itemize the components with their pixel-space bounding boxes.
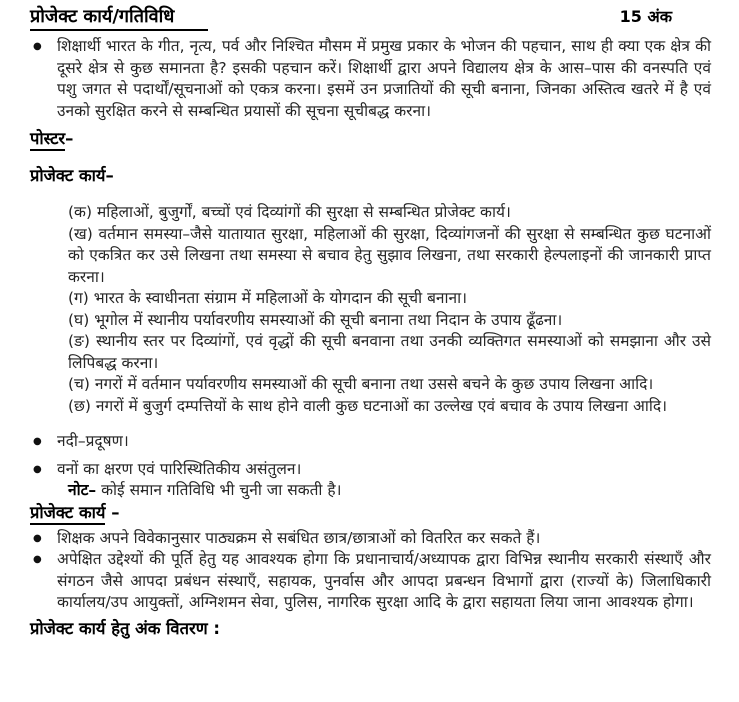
list-item <box>68 310 711 332</box>
teacher-section <box>30 528 711 614</box>
marks-badge: 15 अंक <box>619 7 672 26</box>
list-item <box>68 224 711 289</box>
item-text: नगरों में बुजुर्ग दम्पत्तियों के साथ होने वाली कुछ घटनाओं का उल्लेख एवं बचाव के उपाय लिखना आदि। <box>95 396 668 415</box>
item-label: (ङ) <box>68 332 90 350</box>
teacher-bullet-text: शिक्षक अपने विवेकानुसार पाठ्यक्रम से सबंधित छात्र/छात्राओं को वितरित कर सकते हैं। <box>57 528 541 547</box>
item-text: स्थानीय स्तर पर दिव्यांगों, एवं वृद्धों की सूची बनवाना तथा उनकी व्यक्तिगत समस्याओं को समझाना और उसे लिपिबद्ध करना। <box>68 332 711 372</box>
teacher-bullet <box>30 528 711 550</box>
lettered-list <box>68 202 711 417</box>
item-label: (ग) <box>68 289 89 307</box>
page-title: प्रोजेक्ट कार्य/गतिविधि <box>30 6 208 31</box>
intro-bullet <box>30 36 711 122</box>
list-item <box>68 331 711 374</box>
item-label: (ख) <box>68 224 93 243</box>
list-item <box>68 202 711 224</box>
item-label: (च) <box>68 375 90 393</box>
project-heading-2-dash: – <box>105 502 120 522</box>
env-bullet <box>30 459 711 481</box>
note-line <box>68 480 711 502</box>
item-text: महिलाओं, बुजुर्गों, बच्चों एवं दिव्यांगों की सुरक्षा से सम्बन्धित प्रोजेक्ट कार्य। <box>96 203 511 221</box>
list-item <box>68 374 711 396</box>
teacher-bullet-text: अपेक्षित उद्देश्यों की पूर्ति हेतु यह आवश्यक होगा कि प्रधानाचार्य/अध्यापक द्वारा विभिन्न स्थानीय सरकारी संस्थाएँ और संगठन जैसे आपदा प्रबंधन संस्थाएँ, सहायक, पुनर्वास और आपदा प्रबन्धन विभागों द्वारा (राज्यों के) जिलाधिकारी कार्यालय/उप आयुक्तों, अग्निशमन सेवा, पुलिस, नागरिक सुरक्षा आदि के द्वारा सहायता लिया जाना आवश्यक होगा। <box>57 550 711 611</box>
item-text: नगरों में वर्तमान पर्यावरणीय समस्याओं की सूची बनाना तथा उससे बचने के कुछ उपाय लिखना आदि। <box>94 375 654 393</box>
env-bullet-text: नदी–प्रदूषण। <box>57 432 129 450</box>
project-heading-2-text: प्रोजेक्ट कार्य <box>30 503 105 525</box>
env-bullet-text: वनों का क्षरण एवं पारिस्थितिकीय असंतुलन। <box>57 459 302 478</box>
project-heading-2 <box>30 502 711 524</box>
item-text: वर्तमान समस्या–जैसे यातायात सुरक्षा, महिलाओं की सुरक्षा, दिव्यांगजनों की सुरक्षा से सम्बन्धित कुछ घटनाओं को एकत्रित कर उसे लिखना तथा समस्या से बचाव हेतु सुझाव लिखना, तथा सरकारी हेल्पलाइनों की जानकारी प्राप्त करना। <box>68 224 711 286</box>
list-item <box>68 288 711 310</box>
bullet-icon: ● <box>33 436 42 447</box>
bullet-icon: ● <box>33 41 42 52</box>
item-label: (क) <box>68 203 92 221</box>
note-text: कोई समान गतिविधि भी चुनी जा सकती है। <box>96 481 342 499</box>
project-heading-1: प्रोजेक्ट कार्य– <box>30 166 114 185</box>
item-text: भूगोल में स्थानीय पर्यावरणीय समस्याओं की सूची बनाना तथा निदान के उपाय ढूँढना। <box>94 310 563 329</box>
poster-heading-dash: – <box>65 129 74 148</box>
marks-distribution-heading: प्रोजेक्ट कार्य हेतु अंक वितरण : <box>30 618 221 638</box>
bullet-icon: ● <box>33 463 42 475</box>
intro-bullet-text: शिक्षार्थी भारत के गीत, नृत्य, पर्व और निश्चित मौसम में प्रमुख प्रकार के भोजन की पहचान, साथ ही क्या एक क्षेत्र की दूसरे क्षेत्र से कुछ समानता है? इसकी पहचान करें। शिक्षार्थी द्वारा अपने विद्यालय क्षेत्र के आस–पास की वनस्पति एवं पशु जगत से पदार्थों/सूचनाओं को एकत्र करना। इसमें उन प्रजातियों की सूची बनाना, जिनका अस्तित्व खतरे में है एवं उनको सुरक्षित करने से सम्बन्धित प्रयासों की सूचना सूचीबद्ध करना। <box>57 37 711 120</box>
teacher-bullet <box>30 549 711 614</box>
poster-heading <box>30 128 711 150</box>
bullet-icon: ● <box>33 532 42 544</box>
env-bullet <box>30 431 711 453</box>
list-item <box>68 396 711 418</box>
bullet-icon: ● <box>33 554 42 565</box>
item-label: (छ) <box>68 396 91 415</box>
item-text: भारत के स्वाधीनता संग्राम में महिलाओं के योगदान की सूची बनाना। <box>93 289 468 307</box>
header <box>30 6 711 31</box>
poster-heading-text: पोस्टर <box>30 129 65 151</box>
env-section <box>30 431 711 502</box>
item-label: (घ) <box>68 310 90 329</box>
note-label: नोट– <box>68 481 97 499</box>
